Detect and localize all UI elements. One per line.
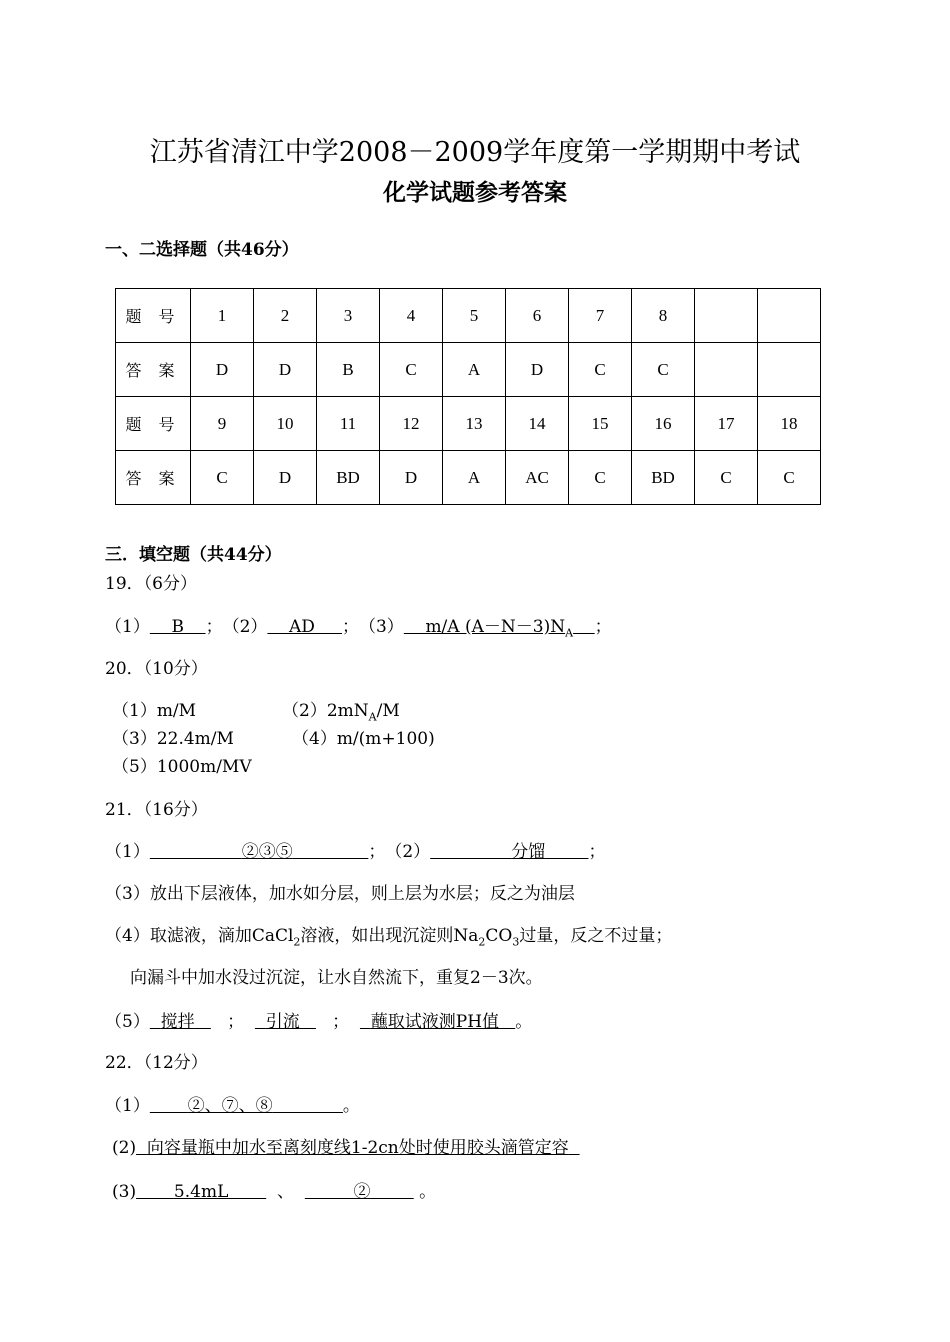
answer-20-3: （3）22.4m/M: [112, 729, 234, 749]
table-cell: 8: [632, 289, 695, 343]
answer-22-1: ②、⑦、⑧: [187, 1096, 273, 1116]
row-label: 题 号: [116, 289, 191, 343]
row-label: 答 案: [116, 451, 191, 505]
answer-20-4: （4）m/(m+100): [292, 729, 435, 749]
answer-22-3b: ②: [353, 1182, 371, 1202]
answer-21-4-continued: 向漏斗中加水没过沉淀，让水自然流下，重复2－3次。: [130, 968, 543, 988]
table-cell: C: [632, 343, 695, 397]
answer-22-2: 向容量瓶中加水至离刻度线1-2cn处时使用胶头滴管定容: [146, 1138, 569, 1158]
answer-21-5a: 搅拌: [160, 1012, 195, 1032]
answer-22-3a: 5.4mL: [173, 1182, 229, 1202]
table-cell: D: [506, 343, 569, 397]
table-cell: 10: [254, 397, 317, 451]
table-cell: BD: [632, 451, 695, 505]
answer-19-2: AD: [289, 617, 315, 637]
question-20-heading: 20．（10分）: [105, 659, 208, 679]
answer-21-5b: 引流: [265, 1012, 300, 1032]
section-heading-fill: 三．填空题（共44分）: [105, 545, 282, 565]
answer-19-3: m/A $(A-N-3)N_A$: [425, 617, 574, 640]
row-label: 题 号: [116, 397, 191, 451]
table-cell: C: [191, 451, 254, 505]
table-cell: D: [380, 451, 443, 505]
answer-21-5c: 蘸取试液测PH值: [370, 1012, 500, 1032]
answer-20-5: （5）1000m/MV: [112, 757, 252, 777]
table-row: [116, 397, 821, 451]
table-cell: 6: [506, 289, 569, 343]
table-cell: 1: [191, 289, 254, 343]
document-subtitle: 化学试题参考答案: [383, 179, 567, 206]
table-cell: C: [758, 451, 821, 505]
table-cell: A: [443, 343, 506, 397]
table-cell: AC: [506, 451, 569, 505]
answer-20-2: $(2)2mN_A/M$: [282, 701, 400, 724]
table-cell: [758, 343, 821, 397]
section-heading-choice: 一、二选择题（共46分）: [105, 240, 299, 260]
question-21-answers-5: （5） 搅拌 ； 引流 ； 蘸取试液测PH值 。: [105, 1012, 533, 1032]
table-row: [116, 451, 821, 505]
question-21-heading: 21．（16分）: [105, 800, 208, 820]
table-cell: 12: [380, 397, 443, 451]
table-cell: 5: [443, 289, 506, 343]
answer-21-4: （4）取滤液，滴加CaCl$_2$溶液，如出现沉淀则$Na_2CO_3$过量，反之不过量；: [105, 926, 673, 949]
question-22-heading: 22．（12分）: [105, 1053, 208, 1073]
row-label: 答 案: [116, 343, 191, 397]
table-cell: 15: [569, 397, 632, 451]
table-cell: [695, 343, 758, 397]
table-cell: 7: [569, 289, 632, 343]
table-cell: D: [254, 451, 317, 505]
table-cell: C: [569, 451, 632, 505]
question-22-answer-3: (3) 5.4mL 、 ② 。: [112, 1182, 437, 1202]
table-cell: A: [443, 451, 506, 505]
answer-21-2: 分馏: [511, 842, 546, 862]
table-cell: [758, 289, 821, 343]
question-21-answers-1-2: （1） ②③⑤ ； （2） 分馏 ；: [105, 842, 606, 862]
table-cell: 14: [506, 397, 569, 451]
question-19-heading: 19．（6分）: [105, 574, 197, 594]
answer-19-1: B: [171, 617, 184, 637]
answer-table: [115, 288, 821, 505]
table-row: [116, 343, 821, 397]
table-cell: C: [380, 343, 443, 397]
table-cell: 3: [317, 289, 380, 343]
table-cell: 11: [317, 397, 380, 451]
table-cell: [695, 289, 758, 343]
table-cell: 13: [443, 397, 506, 451]
answer-21-1: ②③⑤: [241, 842, 293, 862]
table-cell: D: [191, 343, 254, 397]
answer-21-3: （3）放出下层液体，加水如分层，则上层为水层；反之为油层: [105, 884, 575, 904]
table-cell: 16: [632, 397, 695, 451]
table-cell: C: [695, 451, 758, 505]
table-row: [116, 289, 821, 343]
answer-20-1: （1）m/M: [112, 701, 197, 721]
question-22-answer-1: （1） ②、⑦、⑧ 。: [105, 1096, 360, 1116]
table-cell: C: [569, 343, 632, 397]
table-cell: 9: [191, 397, 254, 451]
table-cell: 18: [758, 397, 821, 451]
table-cell: B: [317, 343, 380, 397]
table-cell: D: [254, 343, 317, 397]
table-cell: 2: [254, 289, 317, 343]
document-title: 江苏省清江中学2008－2009学年度第一学期期中考试: [149, 137, 801, 168]
question-22-answer-2: (2) 向容量瓶中加水至离刻度线1-2cn处时使用胶头滴管定容: [112, 1133, 580, 1158]
table-cell: 4: [380, 289, 443, 343]
table-cell: BD: [317, 451, 380, 505]
table-cell: 17: [695, 397, 758, 451]
question-19-answers: （1） B ； （2） AD ； （3） m/A $(A-N-3)N_A$ ；: [105, 617, 612, 640]
